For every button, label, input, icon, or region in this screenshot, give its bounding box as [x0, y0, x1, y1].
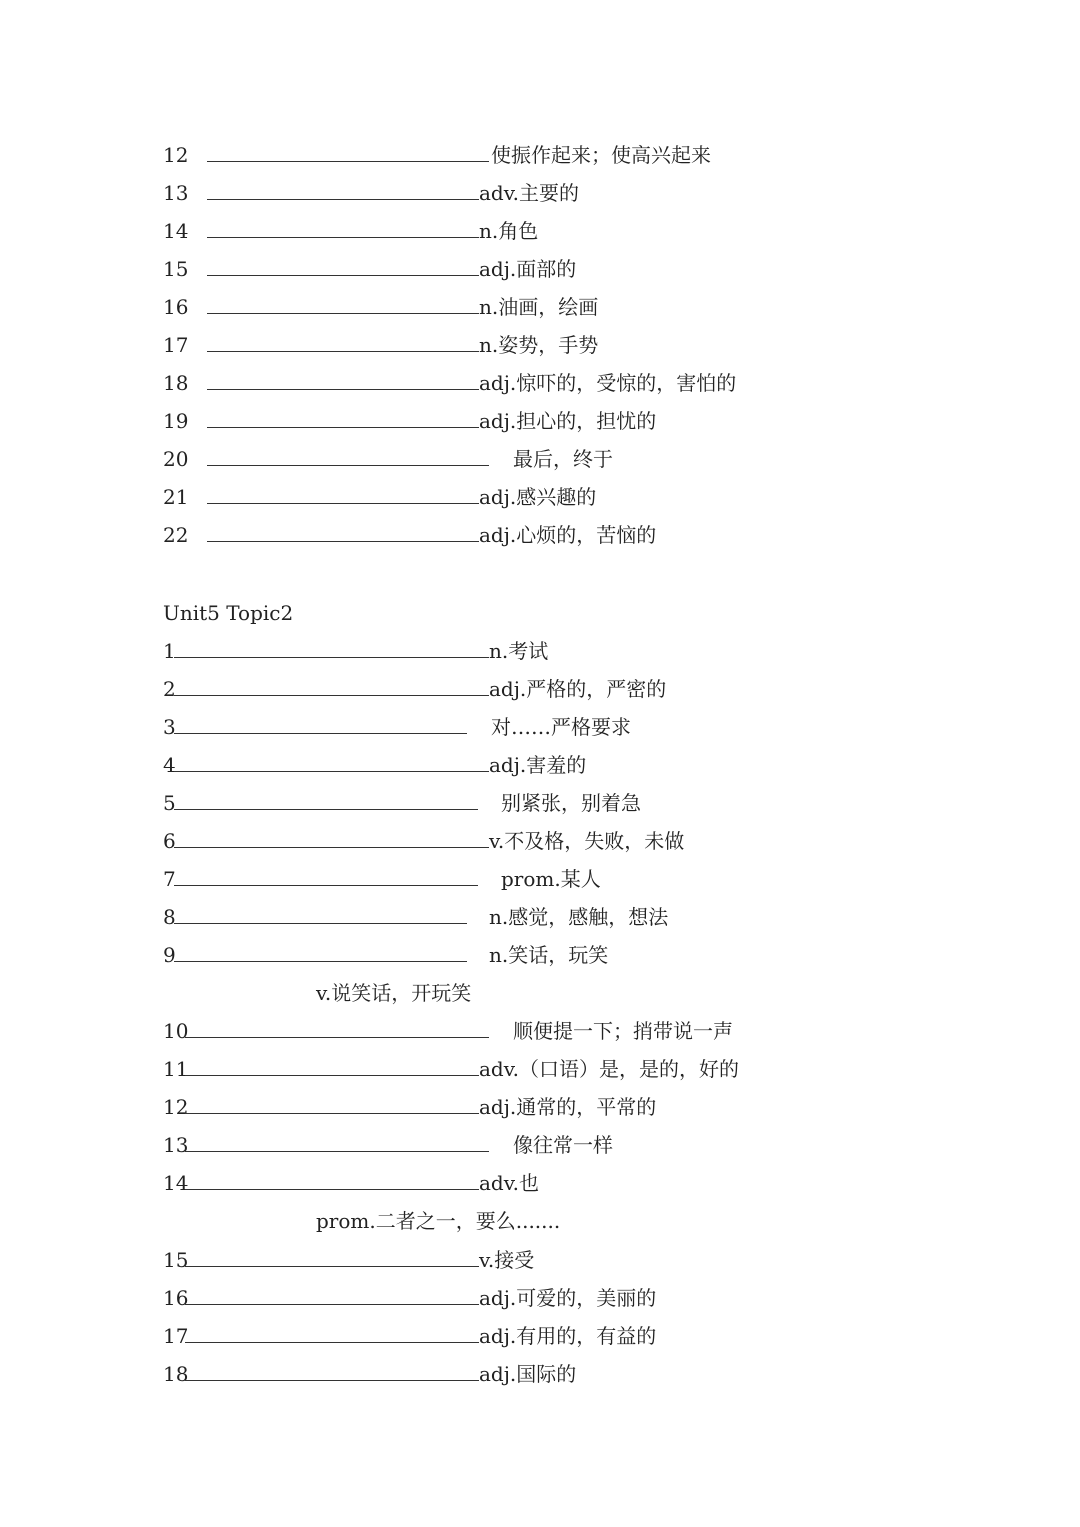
answer-blank[interactable] — [174, 847, 489, 848]
answer-blank[interactable] — [207, 275, 479, 276]
item-definition: adj.害羞的 — [489, 753, 587, 777]
answer-blank[interactable] — [174, 809, 478, 810]
answer-blank[interactable] — [207, 351, 479, 352]
item-definition: adj.心烦的，苦恼的 — [479, 523, 657, 547]
item-number: 5 — [163, 791, 176, 815]
item-number: 14 — [163, 219, 189, 243]
answer-blank[interactable] — [207, 313, 479, 314]
item-definition: v.接受 — [479, 1248, 535, 1272]
item-number: 13 — [163, 1133, 189, 1157]
item-definition: adv.（口语）是，是的，好的 — [479, 1057, 740, 1081]
item-number: 1 — [163, 639, 176, 663]
item-definition: adj.可爱的，美丽的 — [479, 1286, 657, 1310]
item-number: 17 — [163, 1324, 189, 1348]
answer-blank[interactable] — [174, 961, 467, 962]
item-definition: adj.严格的，严密的 — [489, 677, 667, 701]
item-definition: n.笑话，玩笑 — [489, 943, 609, 967]
item-definition: n.油画，绘画 — [479, 295, 599, 319]
item-number: 4 — [163, 753, 176, 777]
item-definition: adj.通常的，平常的 — [479, 1095, 657, 1119]
answer-blank[interactable] — [185, 1266, 479, 1267]
answer-blank[interactable] — [174, 657, 489, 658]
answer-blank[interactable] — [174, 885, 478, 886]
item-number: 20 — [163, 447, 189, 471]
item-number: 7 — [163, 867, 176, 891]
answer-blank[interactable] — [174, 923, 467, 924]
item-definition: 对……严格要求 — [491, 715, 631, 739]
answer-blank[interactable] — [174, 771, 489, 772]
answer-blank[interactable] — [185, 1113, 479, 1114]
item-definition: adv.主要的 — [479, 181, 580, 205]
item-9-extra-definition: v.说笑话，开玩笑 — [316, 981, 472, 1005]
item-number: 18 — [163, 1362, 189, 1386]
item-number: 10 — [163, 1019, 189, 1043]
section-title: Unit5 Topic2 — [163, 601, 294, 625]
item-number: 16 — [163, 1286, 189, 1310]
item-definition: adj.有用的，有益的 — [479, 1324, 657, 1348]
answer-blank[interactable] — [207, 541, 479, 542]
item-number: 19 — [163, 409, 189, 433]
item-definition: prom.某人 — [501, 867, 601, 891]
answer-blank[interactable] — [185, 1075, 479, 1076]
item-definition: adj.惊吓的，受惊的，害怕的 — [479, 371, 737, 395]
answer-blank[interactable] — [207, 237, 479, 238]
answer-blank[interactable] — [185, 1304, 479, 1305]
item-definition: 像往常一样 — [513, 1133, 613, 1157]
item-definition: n.角色 — [479, 219, 539, 243]
item-definition: n.姿势，手势 — [479, 333, 599, 357]
item-number: 22 — [163, 523, 189, 547]
item-definition: adj.感兴趣的 — [479, 485, 597, 509]
answer-blank[interactable] — [207, 465, 489, 466]
answer-blank[interactable] — [207, 427, 479, 428]
answer-blank[interactable] — [207, 161, 489, 162]
item-number: 21 — [163, 485, 189, 509]
item-number: 11 — [163, 1057, 189, 1081]
item-definition: n.感觉，感触，想法 — [489, 905, 669, 929]
item-definition: adv.也 — [479, 1171, 540, 1195]
answer-blank[interactable] — [185, 1342, 479, 1343]
answer-blank[interactable] — [207, 503, 479, 504]
item-definition: 顺便提一下；捎带说一声 — [513, 1019, 733, 1043]
answer-blank[interactable] — [174, 733, 467, 734]
item-number: 2 — [163, 677, 176, 701]
item-number: 3 — [163, 715, 176, 739]
item-number: 12 — [163, 1095, 189, 1119]
item-number: 15 — [163, 1248, 189, 1272]
item-definition: adj.担心的，担忧的 — [479, 409, 657, 433]
item-definition: adj.国际的 — [479, 1362, 577, 1386]
answer-blank[interactable] — [185, 1189, 479, 1190]
item-number: 12 — [163, 143, 189, 167]
item-number: 16 — [163, 295, 189, 319]
item-number: 9 — [163, 943, 176, 967]
answer-blank[interactable] — [185, 1151, 489, 1152]
item-number: 13 — [163, 181, 189, 205]
answer-blank[interactable] — [185, 1037, 489, 1038]
item-number: 8 — [163, 905, 176, 929]
answer-blank[interactable] — [207, 389, 479, 390]
item-definition: adj.面部的 — [479, 257, 577, 281]
item-number: 14 — [163, 1171, 189, 1195]
item-definition: 使振作起来；使高兴起来 — [491, 143, 711, 167]
item-number: 6 — [163, 829, 176, 853]
item-number: 17 — [163, 333, 189, 357]
answer-blank[interactable] — [174, 695, 489, 696]
item-definition: n.考试 — [489, 639, 549, 663]
item-definition: 最后，终于 — [513, 447, 613, 471]
item-definition: v.不及格，失败，未做 — [489, 829, 685, 853]
answer-blank[interactable] — [185, 1380, 479, 1381]
item-number: 15 — [163, 257, 189, 281]
item-definition: 别紧张，别着急 — [501, 791, 641, 815]
item-14-extra-definition: prom.二者之一，要么....... — [316, 1209, 561, 1233]
answer-blank[interactable] — [207, 199, 479, 200]
item-number: 18 — [163, 371, 189, 395]
